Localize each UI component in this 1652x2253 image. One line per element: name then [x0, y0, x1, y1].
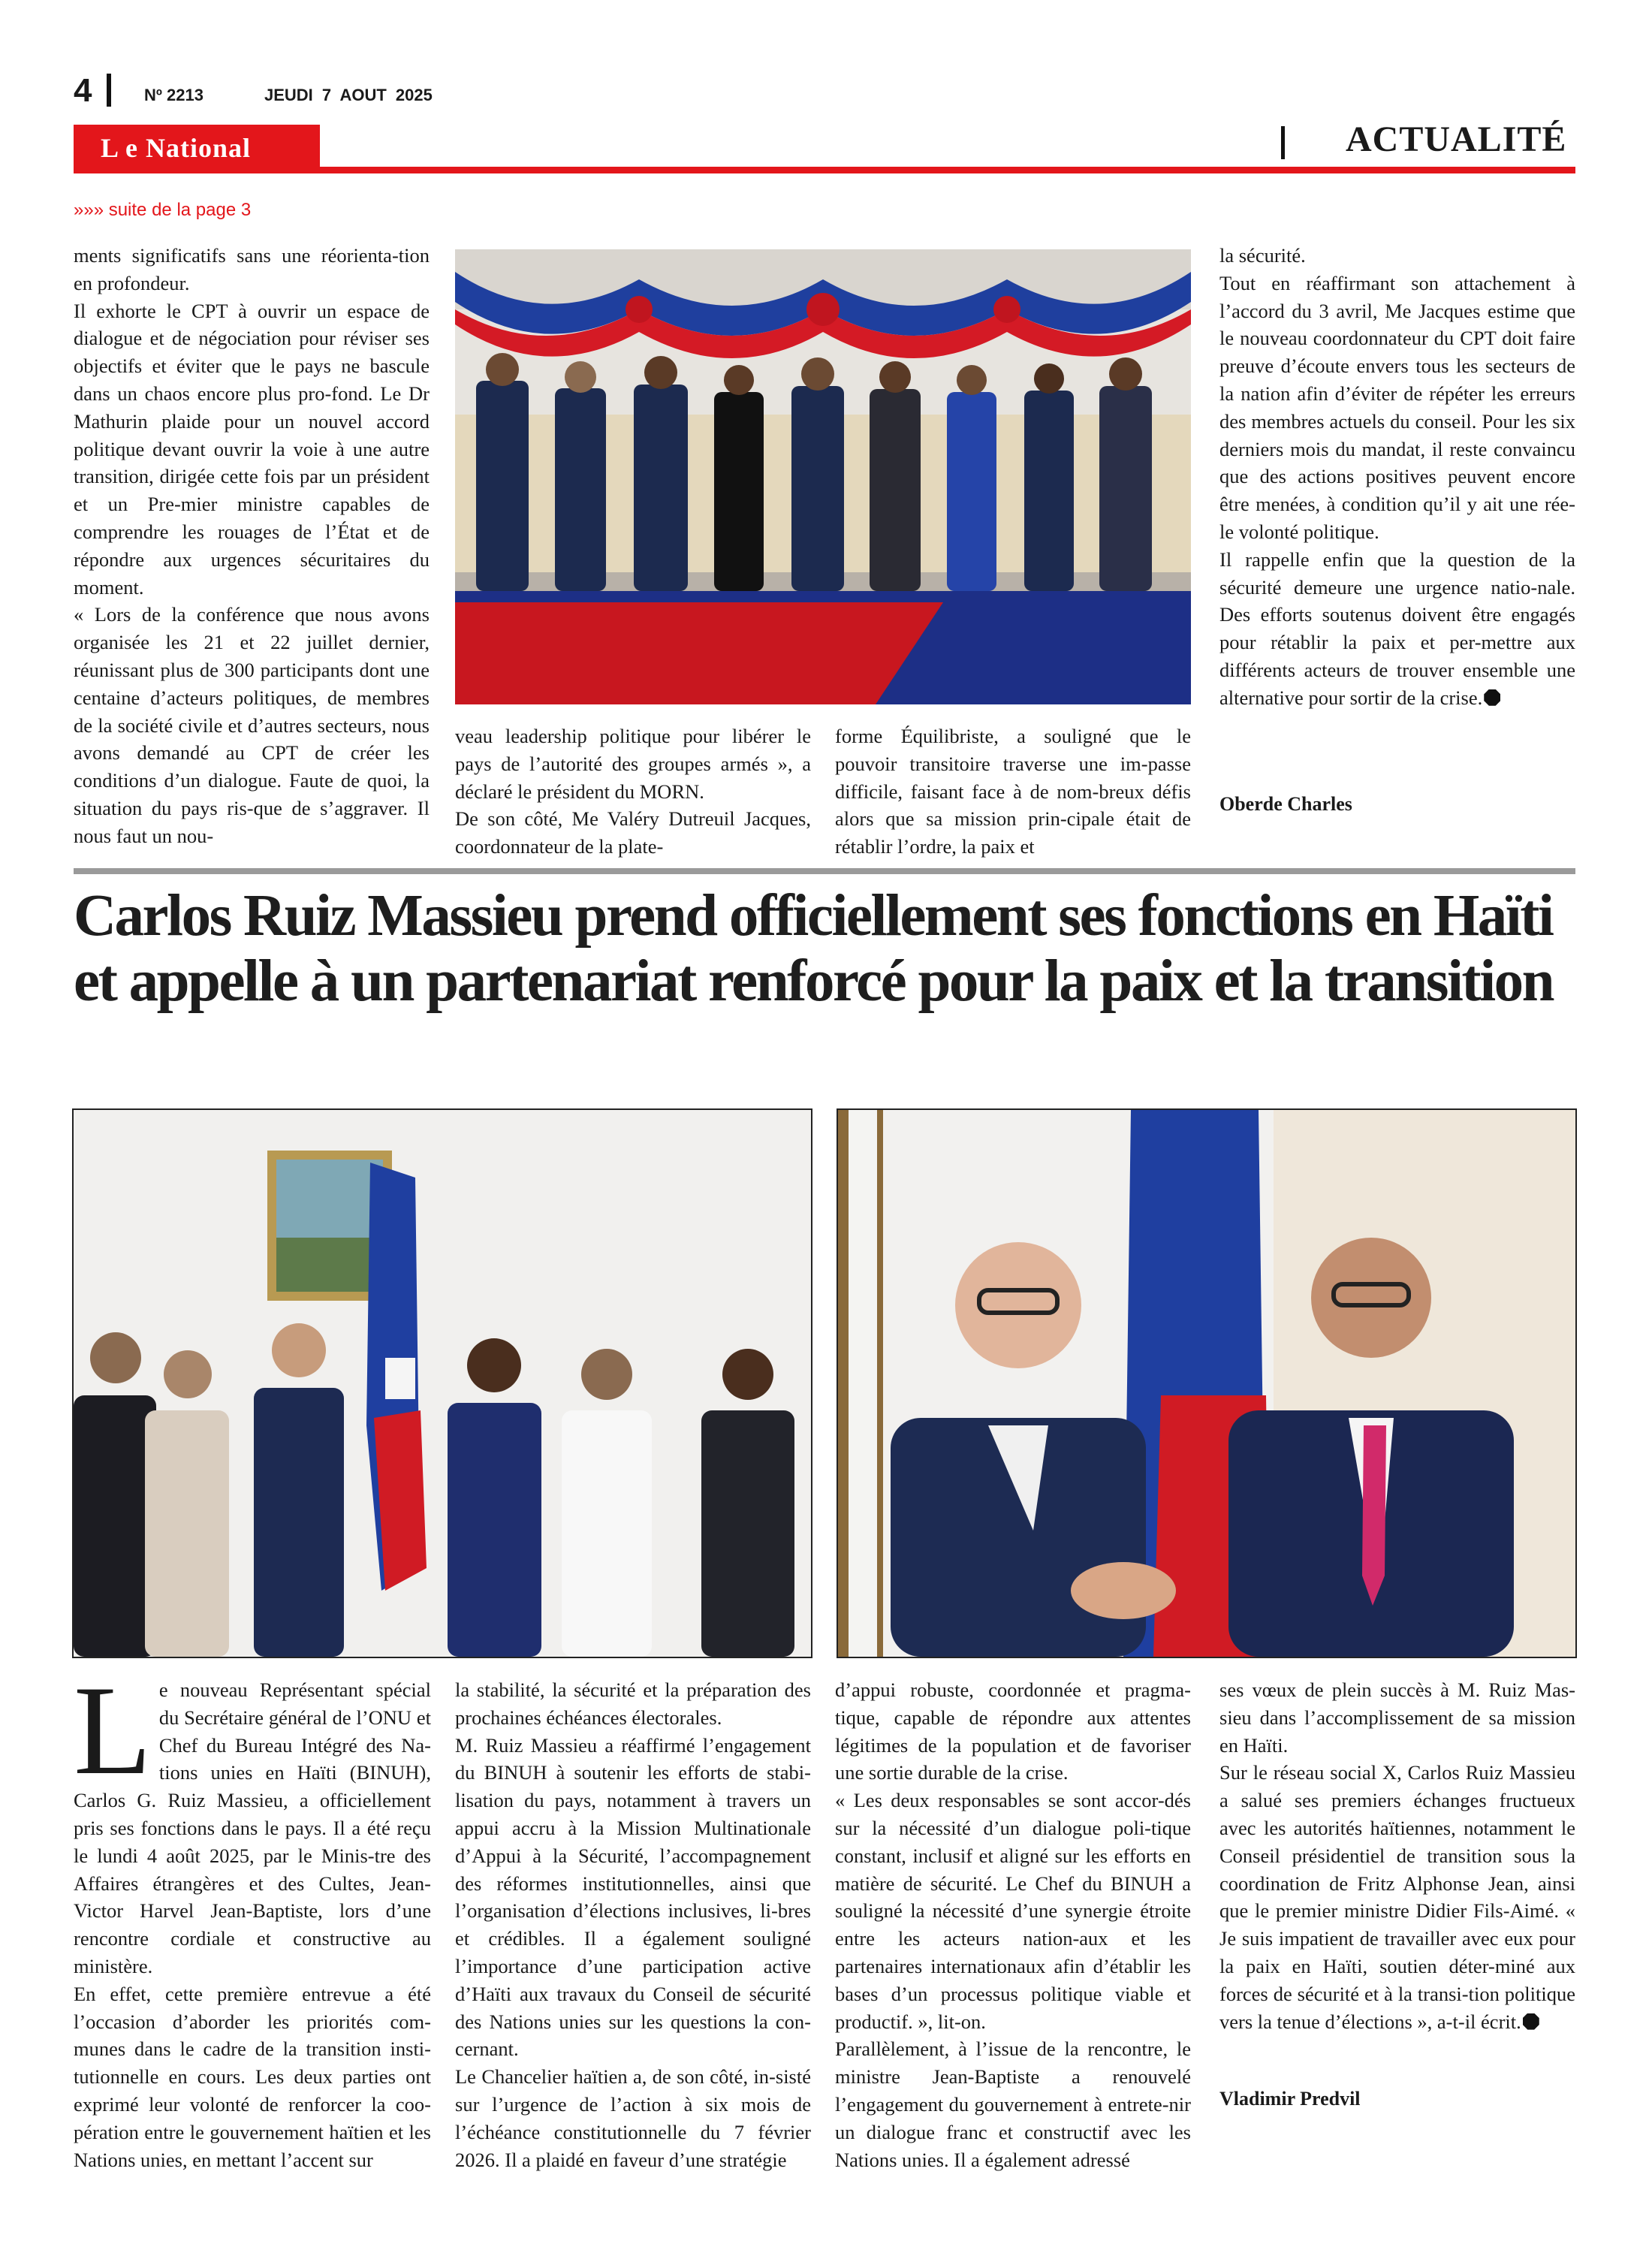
handshake-illustration	[838, 1110, 1575, 1657]
paragraph-text: Il rappelle enfin que la question de la sécurité demeure une urgence natio-nale. Des efforts soutenus doivent être engagés pour rétablir la paix et per-mettre aux différents acteurs de trouver ensemble une alternative pour sortir de la crise.	[1219, 547, 1575, 709]
paragraph-text: e nouveau Représentant spécial du Secrétaire général de l’ONU et Chef du Bureau Intégré des Na-tions unies en Haïti (BINUH), Carlos G. Ruiz Massieu, a officiellement pris ses fonctions dans le pays. Il a été reçu le lundi 4 août 2025, par le Minis-tre des Affaires étrangères et des Cultes, Jean-Victor Harvel Jean-Baptiste, lors d’une rencontre cordiale et constructive au ministère.	[74, 1678, 431, 1977]
handshake-photo	[837, 1108, 1577, 1658]
paragraph	[1219, 1759, 1575, 2035]
paragraph: veau leadership politique pour libérer le pays de l’autorité des groupes armés », a déclaré le président du MORN.	[455, 725, 811, 803]
paragraph: De son côté, Me Valéry Dutreuil Jacques, coordonnateur de la plate-	[455, 807, 811, 858]
paragraph: Le Chancelier haïtien a, de son côté, in-sisté sur l’urgence de l’action à six mois de l’échéance constitutionnelle du 7 février 2026. Il a plaidé en faveur d’une stratégie	[455, 2065, 811, 2171]
page-number: 4	[74, 72, 92, 109]
article-divider	[74, 868, 1575, 874]
cabinet-group-illustration	[455, 249, 1191, 704]
paragraph: d’appui robuste, coordonnée et pragma-tique, capable de répondre aux attentes légitimes de la population et de favoriser une sortie durable de la crise.	[835, 1678, 1191, 1784]
end-mark-icon	[1523, 2013, 1539, 2030]
ministry-group-illustration	[74, 1110, 811, 1657]
article2-column-4	[1219, 1676, 1575, 2035]
paragraph: Tout en réaffirmant son attachement à l’accord du 3 avril, Me Jacques estime que le nouveau coordonnateur du CPT doit faire preuve d’écoute envers tous les secteurs de la nation afin d’éviter de répéter les erreurs des membres actuels du conseil. Pour les six derniers mois du mandat, il reste convaincu que des actions positives peuvent encore être menées, à condition qu’il y ait une rée-le volonté politique.	[1219, 271, 1575, 543]
paragraph: Parallèlement, à l’issue de la rencontre, le ministre Jean-Baptiste a renouvelé l’engagement du gouvernement à entrete-nir un dialogue franc et constructif avec les Nations unies. Il a également adressé	[835, 2037, 1191, 2171]
issue-number: Nº 2213	[144, 86, 203, 104]
article1-signature: Oberde Charles	[1219, 793, 1352, 815]
cabinet-group-photo	[455, 249, 1191, 704]
paragraph: Il exhorte le CPT à ouvrir un espace de dialogue et de négociation pour réviser ses objectifs et éviter que le pays ne bascule dans un chaos encore plus pro-fond. Le Dr Mathurin plaide pour un nouvel accord politique devant ouvrir la voie à une autre transition, dirigée cette fois par un président et un Pre-mier ministre capables de comprendre les rouages de l’État et de répondre aux urgences sécuritaires du moment.	[74, 299, 430, 599]
article2-signature: Vladimir Predvil	[1219, 2088, 1361, 2110]
paragraph: ses vœux de plein succès à M. Ruiz Mas-sieu dans l’accomplissement de sa mission en Haïti.	[1219, 1678, 1575, 1757]
paragraph	[1219, 546, 1575, 712]
section-title: ACTUALITÉ	[1346, 119, 1567, 159]
section-divider	[1281, 126, 1285, 159]
paragraph: « Les deux responsables se sont accor-dés sur la nécessité d’un dialogue poli-tique constant, inclusif et aligné sur les efforts en matière de sécurité. Le Chef du BINUH a souligné la nécessité d’une synergie étroite entre les acteurs nation-aux et les partenaires internationaux afin d’établir les bases d’un processus politique viable et productif. », lit-on.	[835, 1789, 1191, 2033]
article2-column-3	[835, 1676, 1191, 2173]
article2-column-1	[74, 1660, 431, 2173]
brand-name: L e National	[101, 133, 252, 163]
paragraph: ments significatifs sans une réorienta-tion en profondeur.	[74, 244, 430, 294]
paragraph: « Lors de la conférence que nous avons organisée les 21 et 22 juillet dernier, réunissant plus de 300 participants dont une centaine d’acteurs politiques, de membres de la société civile et d’autres secteurs, nous avons demandé au CPT de créer les conditions d’un dialogue. Faute de quoi, la situation du pays ris-que de s’aggraver. Il nous faut un nou-	[74, 603, 430, 847]
paragraph: M. Ruiz Massieu a réaffirmé l’engagement du BINUH à soutenir les efforts de stabi-lisation du pays, notamment à travers un appui accru à la Mission Multinationale d’Appui à la Sécurité, l’accompagnement des réformes institutionnelles, ainsi que l’organisation d’élections inclusives, li-bres et crédibles. Il a également souligné l’importance d’une participation active d’Haïti aux travaux du Conseil de sécurité des Nations unies sur les questions la con-cernant.	[455, 1733, 811, 2061]
paragraph: la sécurité.	[1219, 244, 1306, 267]
end-mark-icon	[1484, 689, 1500, 706]
paragraph: forme Équilibriste, a souligné que le pouvoir transitoire traverse une im-passe difficile, faisant face à de nom-breux défis alors que sa mission prin-cipale était de rétablir l’ordre, la paix et	[835, 725, 1191, 858]
article1-column-4	[1219, 242, 1575, 712]
article1-column-2	[455, 722, 811, 861]
issue-date: JEUDI 7 AOUT 2025	[264, 86, 433, 104]
paragraph-text: Sur le réseau social X, Carlos Ruiz Massieu a salué ses premiers échanges fructueux avec les autorités haïtiennes, notamment le Conseil présidentiel de transition sous la coordination de Fritz Alphonse Jean, ainsi que le premier ministre Didier Fils-Aimé. « Je suis impatient de travailler avec eux pour la paix en Haïti, soutien déter-miné aux forces de sécurité et à la transi-tion politique vers la tenue d’élections », a-t-il écrit.	[1219, 1761, 1575, 2033]
paragraph: la stabilité, la sécurité et la préparation des prochaines échéances électorales.	[455, 1678, 811, 1729]
drop-cap: L	[74, 1660, 152, 1801]
paragraph: En effet, cette première entrevue a été l’occasion d’aborder les priorités com-munes dans le cadre de la transition insti-tutionnelle en cours. Les deux parties ont exprimé leur volonté de renforcer la coo-pération entre le gouvernement haïtien et les Nations unies, en mettant l’accent sur	[74, 1982, 431, 2171]
paragraph	[74, 1660, 431, 1980]
header-divider	[107, 74, 111, 107]
article2-column-2	[455, 1676, 811, 2173]
article1-column-1	[74, 242, 430, 850]
ministry-group-photo	[72, 1108, 812, 1658]
article1-column-3	[835, 722, 1191, 861]
continuation-note: »»» suite de la page 3	[74, 200, 252, 220]
header-rule	[74, 167, 1575, 173]
article2-headline: Carlos Ruiz Massieu prend officiellement ses fonctions en Haïti et appelle à un partenariat renforcé pour la paix et la transition	[74, 883, 1554, 1014]
